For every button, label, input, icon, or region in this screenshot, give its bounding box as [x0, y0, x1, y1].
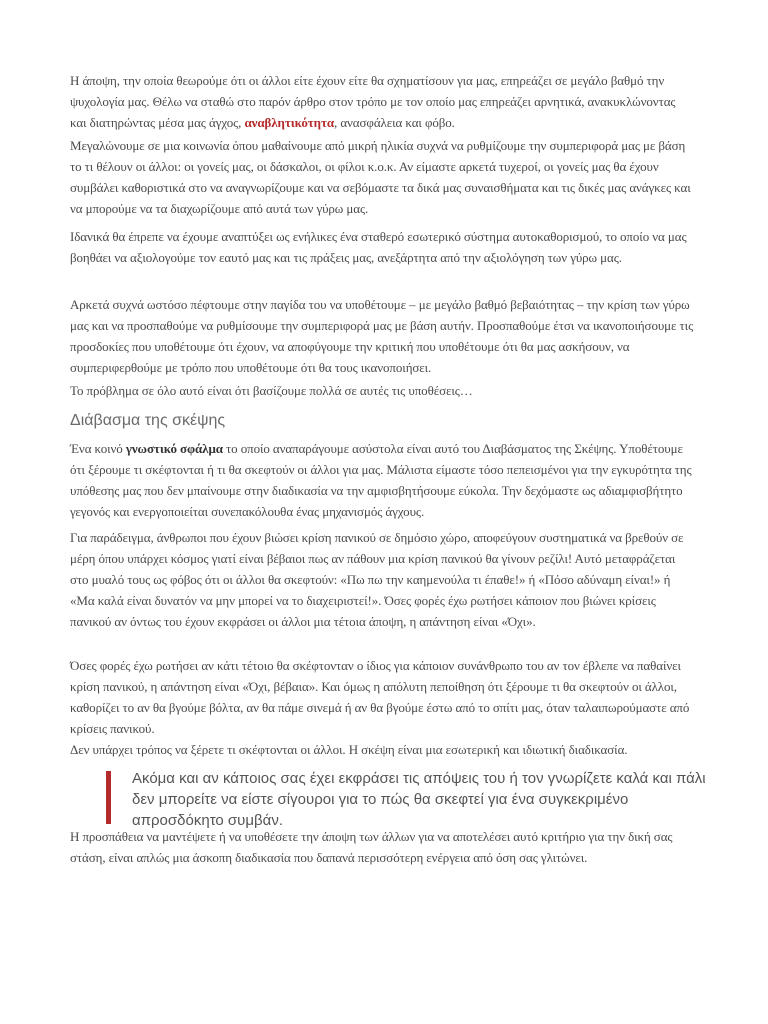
paragraph-2: Μεγαλώνουμε σε μια κοινωνία όπου μαθαίνουμε από μικρή ηλικία συχνά να ρυθμίζουμε την συμπεριφορά μας με βάση το τι θέλουν οι άλλοι: οι γονείς μας, οι δάσκαλοι, οι φίλοι κ.ο.κ. Αν είμαστε αρκετά τυχεροί, οι γονείς μας θα έχουν συμβάλει καθοριστικά στο να αναγνωρίζουμε και να σεβόμαστε τα δικά μας συναισθήματα και τις δικές μας ανάγκες και να μπορούμε να τα διαχωρίζουμε από αυτά των γύρω μας.: [70, 138, 691, 216]
paragraph-9: Δεν υπάρχει τρόπος να ξέρετε τι σκέφτονται οι άλλοι. Η σκέψη είναι μια εσωτερική και ιδιωτική διαδικασία.: [70, 742, 628, 757]
paragraph-text: Ένα κοινό: [70, 441, 126, 456]
paragraph-intro: [70, 70, 694, 133]
paragraph-10: Η προσπάθεια να μαντέψετε ή να υποθέσετε την άποψη των άλλων για να αποτελέσει αυτό κριτήριο για την δική σας στάση, είναι απλώς μια άσκοπη διαδικασία που δαπανά περισσότερη ενέργεια από όση σας γλιτώνει.: [70, 829, 673, 865]
blockquote-bar: [106, 771, 111, 824]
paragraph-6: [70, 438, 694, 522]
blockquote-text: Ακόμα και αν κάποιος σας έχει εκφράσει τις απόψεις του ή τον γνωρίζετε καλά και πάλι δεν μπορείτε να είστε σίγουροι για το πώς θα σκεφτεί για ένα συγκεκριμένο απροσδόκητο συμβάν.: [132, 770, 706, 829]
highlight-link[interactable]: αναβλητικότητα: [244, 115, 335, 130]
paragraph-5: Το πρόβλημα σε όλο αυτό είναι ότι βασίζουμε πολλά σε αυτές τις υποθέσεις…: [70, 383, 473, 398]
paragraph-text: Η άποψη, την οποία θεωρούμε ότι οι άλλοι είτε έχουν είτε θα σχηματίσουν για μας, επηρεάζει σε μεγάλο βαθμό την ψυχολογία μας. Θέλω να σταθώ στο παρόν άρθρο στον τρόπο με τον οποίο μας επηρεάζει αρνητικά, ανακυκλώνοντας και διατηρώντας μέσα μας άγχος,: [70, 73, 676, 130]
paragraph-8: Όσες φορές έχω ρωτήσει αν κάτι τέτοιο θα σκέφτονταν ο ίδιος για κάποιον συνάνθρωπο του αν τον έβλεπε να παθαίνει κρίση πανικού, η απάντηση είναι «Όχι, βέβαια». Και όμως η απόλυτη πεποίθηση ότι ξέρουμε τι θα σκεφτούν οι άλλοι, καθορίζει το αν θα βγούμε βόλτα, αν θα πάμε σινεμά ή αν θα βγούμε έστω από το σπίτι μας, όταν ταλαιπωρούμαστε από κρίσεις πανικού.: [70, 658, 690, 736]
paragraph-7: Για παράδειγμα, άνθρωποι που έχουν βιώσει κρίση πανικού σε δημόσιο χώρο, αποφεύγουν συστηματικά να βρεθούν σε μέρη όπου υπάρχει κόσμος γιατί είναι βέβαιοι πως αν πάθουν μια κρίση πανικού θα γίνουν ρεζίλι! Αυτό μεταφράζεται στο μυαλό τους ως φόβος ότι οι άλλοι θα σκεφτούν: «Πω πω την καημενούλα τι έπαθε!» ή «Πόσο αδύναμη είναι!» ή «Μα καλά είναι δυνατόν να μην μπορεί να το διαχειριστεί!». Όσες φορές έχω ρωτήσει κάποιον που βιώνει κρίσεις πανικού αν όντως του έχουν εκφράσει οι άλλοι μια τέτοια άποψη, η απάντηση είναι «Όχι».: [70, 530, 684, 629]
paragraph-3: Ιδανικά θα έπρεπε να έχουμε αναπτύξει ως ενήλικες ένα σταθερό εσωτερικό σύστημα αυτοκαθορισμού, το οποίο να μας βοηθάει να αξιολογούμε τον εαυτό μας και τις πράξεις μας, ανεξάρτητα από την αξιολόγηση των γύρω μας.: [70, 229, 687, 265]
section-heading: Διάβασμα της σκέψης: [70, 412, 226, 429]
bold-term: γνωστικό σφάλμα: [125, 441, 223, 456]
paragraph-text: το οποίο αναπαράγουμε ασύστολα είναι αυτό του Διαβάσματος της Σκέψης. Υποθέτουμε ότι ξέρουμε τι σκέφτονται ή τι θα σκεφτούν οι άλλοι για μας. Μάλιστα είμαστε τόσο πεπεισμένοι για την εγκυρότητα της υπόθεσης μας που δεν μπαίνουμε στην διαδικασία να την αμφισβητήσουμε εύκολα. Την δεχόμαστε ως αδιαμφισβήτητο γεγονός και ενεργοποιείται συνεπακόλουθα ένας μηχανισμός άγχους.: [70, 441, 692, 519]
paragraph-text: , ανασφάλεια και φόβο.: [334, 115, 455, 130]
paragraph-4: Αρκετά συχνά ωστόσο πέφτουμε στην παγίδα του να υποθέτουμε – με μεγάλο βαθμό βεβαιότητας – την κρίση των γύρω μας και να προσπαθούμε να ρυθμίσουμε την συμπεριφορά μας με βάση αυτήν. Προσπαθούμε έτσι να ικανοποιήσουμε τις προσδοκίες που υποθέτουμε ότι έχουν, να αποφύγουμε την κριτική που υποθέτουμε ότι θα μας ασκήσουν, να συμπεριφερθούμε με τρόπο που υποθέτουμε ότι θα τους ικανοποιήσει.: [70, 297, 694, 375]
